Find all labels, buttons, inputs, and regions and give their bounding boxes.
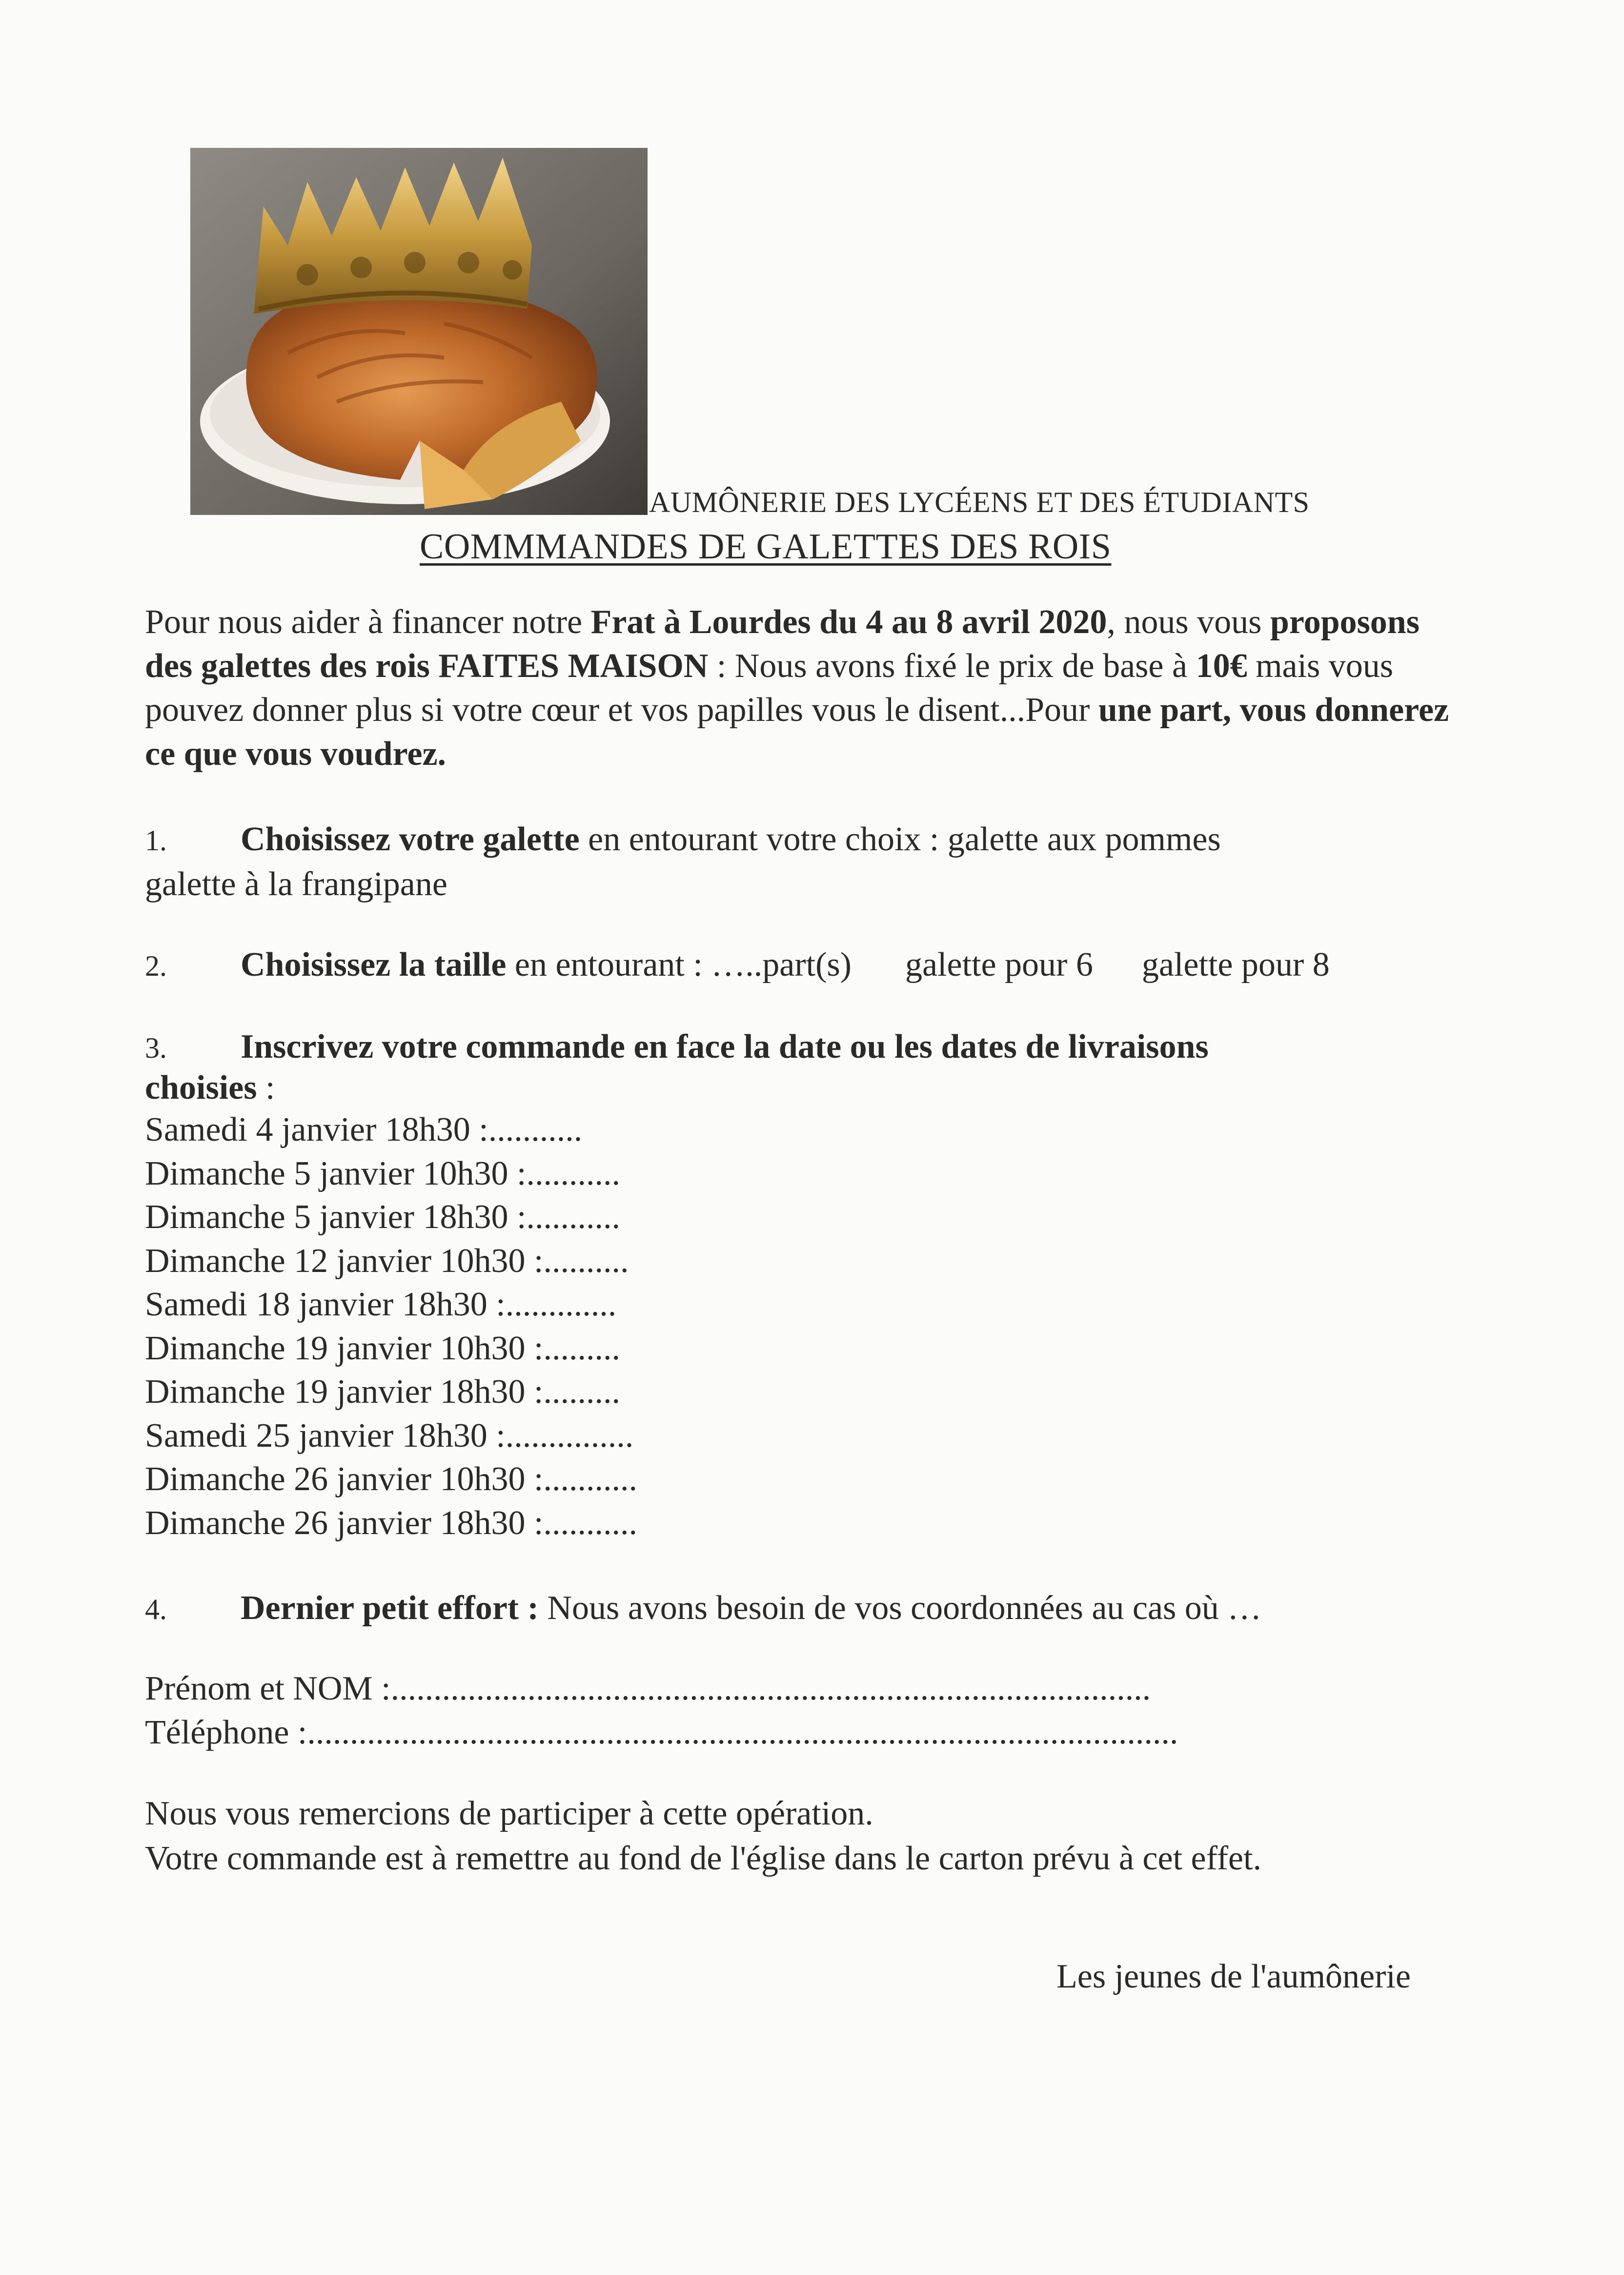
- step-number: 1.: [145, 824, 167, 857]
- galette-illustration: [190, 148, 648, 515]
- intro-bold-price: 10€: [1196, 647, 1247, 685]
- step-1-text: en entourant votre choix : galette aux pommes: [579, 820, 1221, 858]
- date-line: Dimanche 5 janvier 18h30 :...........: [145, 1198, 620, 1236]
- step-1-option-frangipane: galette à la frangipane: [145, 865, 447, 903]
- intro-bold-frat: Frat à Lourdes du 4 au 8 avril 2020: [590, 603, 1107, 641]
- phone-field: Téléphone :......................................................................................................: [145, 1714, 1178, 1751]
- date-line: Samedi 25 janvier 18h30 :...............: [145, 1416, 634, 1455]
- thanks-line-1: Nous vous remercions de participer à cette opération.: [145, 1795, 873, 1832]
- step-number: 4.: [145, 1593, 167, 1625]
- date-line: Dimanche 5 janvier 10h30 :...........: [145, 1154, 620, 1192]
- step-4-contact: [145, 1586, 1511, 1631]
- date-line: Samedi 4 janvier 18h30 :...........: [145, 1111, 583, 1148]
- step-3-colon: :: [257, 1069, 275, 1107]
- step-number: 3.: [145, 1032, 167, 1064]
- organization-name: AUMÔNERIE DES LYCÉENS ET DES ÉTUDIANTS: [649, 486, 1310, 518]
- size-option-8: galette pour 8: [1141, 946, 1330, 984]
- date-line: Samedi 18 janvier 18h30 :.............: [145, 1286, 617, 1323]
- intro-bold-slice: une part, vous donnerez ce que vous voudrez.: [145, 691, 1449, 773]
- date-line: Dimanche 26 janvier 18h30 :...........: [145, 1504, 637, 1542]
- step-number: 2.: [145, 950, 167, 982]
- step-2-choose-size: [145, 943, 1511, 988]
- page-title: COMMMANDES DE GALETTES DES ROIS: [420, 527, 1112, 567]
- step-4-heading: Dernier petit effort :: [241, 1589, 539, 1627]
- contact-fields: [145, 1667, 1178, 1755]
- step-3-heading-cont: choisies: [145, 1069, 257, 1107]
- step-4-text: Nous avons besoin de vos coordonnées au cas où …: [538, 1589, 1262, 1627]
- step-1-choose-galette: [145, 818, 1511, 906]
- intro-bold-homemade: proposons des galettes des rois FAITES MAISON: [145, 603, 1420, 685]
- step-3-heading: Inscrivez votre commande en face la date ou les dates de livraisons: [241, 1028, 1209, 1066]
- step-3-delivery-dates: [145, 1025, 1511, 1110]
- intro-text-4: mais vous pouvez donner plus si votre cœur et vos papilles vous le disent...Pour: [145, 647, 1394, 729]
- date-line: Dimanche 26 janvier 10h30 :...........: [145, 1460, 637, 1498]
- delivery-date-list: [145, 1108, 637, 1545]
- intro-text-1: Pour nous aider à financer notre: [145, 603, 591, 641]
- intro-paragraph: [145, 600, 1462, 776]
- step-2-text: en entourant : …..part(s): [506, 946, 852, 984]
- date-line: Dimanche 19 janvier 10h30 :.........: [145, 1329, 620, 1367]
- step-2-heading: Choisissez la taille: [241, 946, 507, 984]
- galette-crown-photo: [190, 148, 648, 515]
- step-1-heading: Choisissez votre galette: [241, 820, 580, 858]
- intro-text-3: : Nous avons fixé le prix de base à: [708, 647, 1196, 685]
- name-field: Prénom et NOM :.........................................................................................: [145, 1670, 1151, 1707]
- date-line: Dimanche 19 janvier 18h30 :.........: [145, 1373, 620, 1411]
- thanks-paragraph: [145, 1791, 1261, 1881]
- thanks-line-2: Votre commande est à remettre au fond de l'église dans le carton prévu à cet effet.: [145, 1840, 1261, 1877]
- intro-text-2: , nous vous: [1107, 603, 1270, 641]
- date-line: Dimanche 12 janvier 10h30 :..........: [145, 1242, 629, 1280]
- size-option-6: galette pour 6: [905, 946, 1093, 984]
- signature: Les jeunes de l'aumônerie: [1056, 1958, 1411, 1995]
